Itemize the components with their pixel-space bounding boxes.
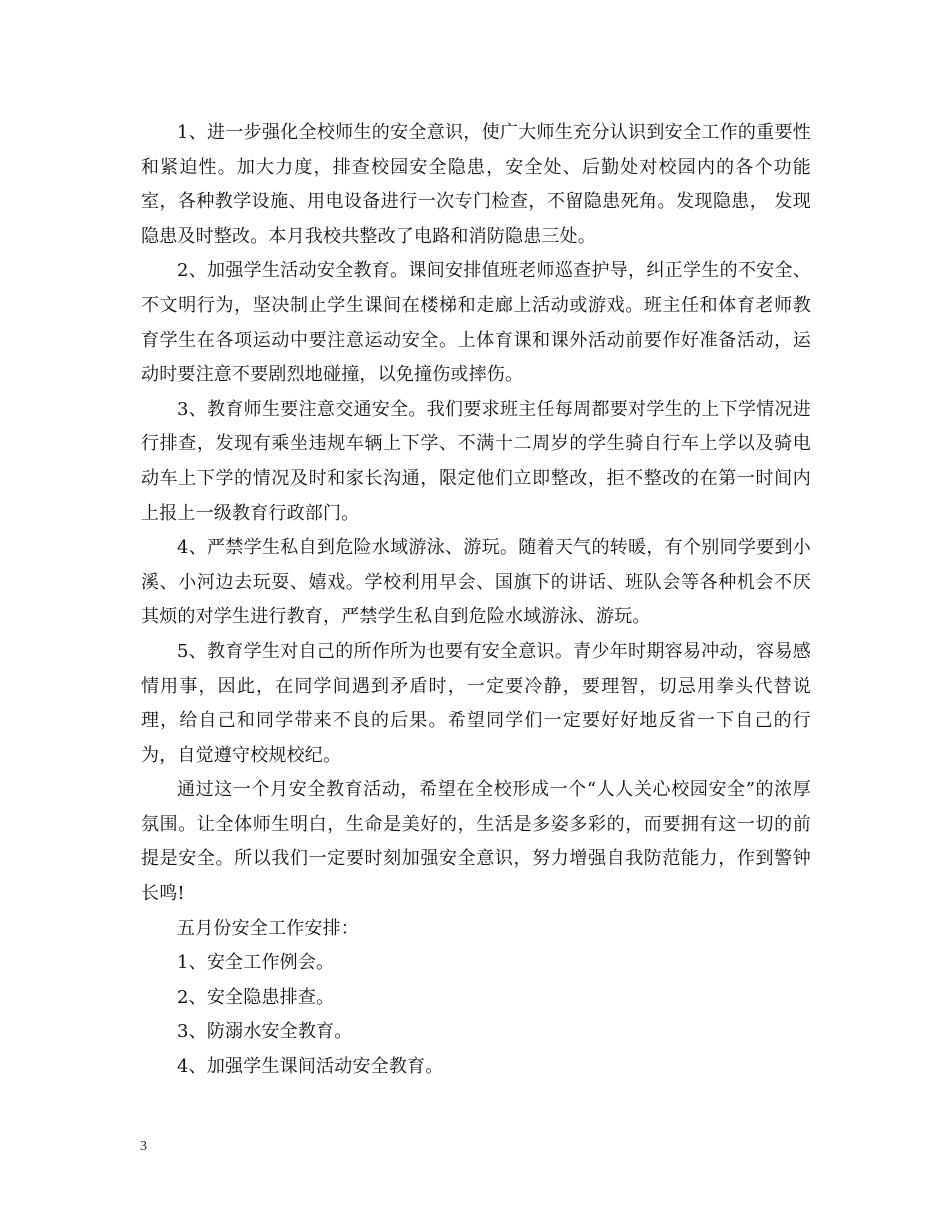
paragraph-traffic-safety-item-1: 1、进一步强化全校师生的安全意识，使广大师生充分认识到安全工作的重要性和紧迫性。加大力度，排查校园安全隐患，安全处、后勤处对校园内的各个功能室，各种教学设施、用电设备进行一次专门检查，不留隐患死角。发现隐患， 发现隐患及时整改。本月我校共整改了电路和消防隐患三处。: [141, 122, 811, 247]
plan-item: 3、防溺水安全教育。: [177, 1021, 353, 1043]
paragraph-water-safety-item-4: 4、严禁学生私自到危险水域游泳、游玩。随着天气的转暖，有个别同学要到小溪、小河边去玩耍、嬉戏。学校利用早会、国旗下的讲话、班队会等各种机会不厌其烦的对学生进行教育，严禁学生私自到危险水域游泳、游玩。: [141, 537, 811, 628]
plan-item: 1、安全工作例会。: [177, 952, 335, 974]
paragraph-traffic-safety-item-3: 3、教育师生要注意交通安全。我们要求班主任每周都要对学生的上下学情况进行排查，发现有乘坐违规车辆上下学、不满十二周岁的学生骑自行车上学以及骑电动车上下学的情况及时和家长沟通，限定他们立即整改，拒不整改的在第一时间内上报上一级教育行政部门。: [141, 398, 811, 524]
plan-item: 4、加强学生课间活动安全教育。: [177, 1056, 444, 1078]
page-number: 3: [140, 1139, 147, 1154]
plan-item: 2、安全隐患排查。: [177, 986, 335, 1008]
plan-heading: 五月份安全工作安排：: [177, 917, 359, 939]
document-body: [141, 116, 811, 1085]
paragraph-conclusion: 通过这一个月安全教育活动，希望在全校形成一个“人人关心校园安全”的浓厚氛围。让全体师生明白，生命是美好的，生活是多姿多彩的，而要拥有这一切的前提是安全。所以我们一定要时刻加强安全意识，努力增强自我防范能力，作到警钟长鸣!: [141, 779, 811, 905]
paragraph-activity-safety-item-2: 2、加强学生活动安全教育。课间安排值班老师巡查护导，纠正学生的不安全、不文明行为，坚决制止学生课间在楼梯和走廊上活动或游戏。班主任和体育老师教育学生在各项运动中要注意运动安全。上体育课和课外活动前要作好准备活动，运动时要注意不要剧烈地碰撞，以免撞伤或摔伤。: [141, 260, 811, 386]
paragraph-self-awareness-item-5: 5、教育学生对自己的所作所为也要有安全意识。青少年时期容易冲动，容易感情用事，因此，在同学间遇到矛盾时，一定要冷静，要理智，切忌用拳头代替说理，给自己和同学带来不良的后果。希望同学们一定要好好地反省一下自己的行为，自觉遵守校规校纪。: [141, 640, 811, 766]
